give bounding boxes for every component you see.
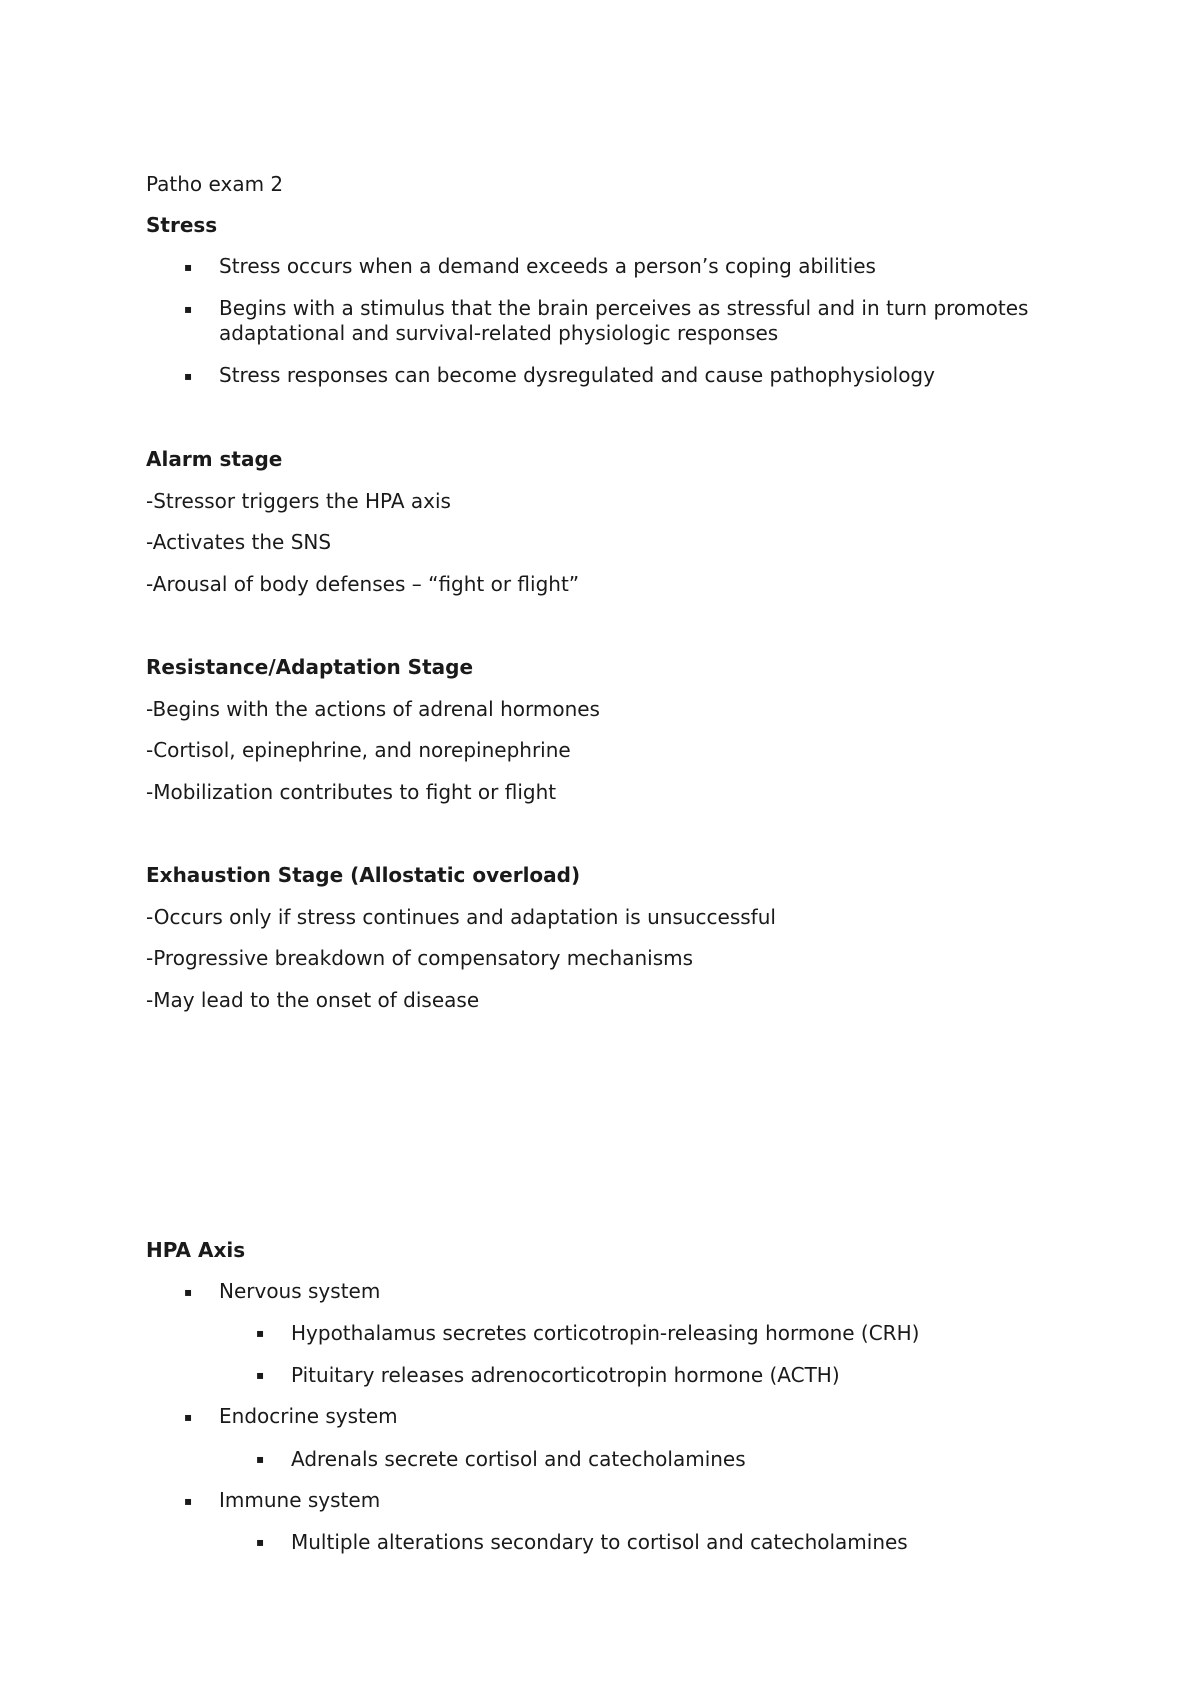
alarm-line-3: -Arousal of body defenses – “fight or flight”	[146, 572, 580, 596]
exhaustion-line-2: -Progressive breakdown of compensatory mechanisms	[146, 946, 694, 970]
alarm-line-2: -Activates the SNS	[146, 530, 332, 554]
alarm-heading: Alarm stage	[146, 447, 283, 471]
hpa-subitem-hypothalamus: Hypothalamus secretes corticotropin-releasing hormone (CRH)	[291, 1321, 920, 1345]
hpa-heading: HPA Axis	[146, 1238, 246, 1262]
bullet-icon: ▪	[184, 302, 193, 316]
bullet-icon: ▪	[256, 1452, 265, 1466]
stress-bullet-2: Begins with a stimulus that the brain perceives as stressful and in turn promotes	[219, 296, 1029, 320]
stress-bullet-2-cont: adaptational and survival-related physiologic responses	[219, 321, 779, 345]
resistance-line-3: -Mobilization contributes to fight or flight	[146, 780, 557, 804]
hpa-subitem-alterations: Multiple alterations secondary to cortisol and catecholamines	[291, 1530, 908, 1554]
bullet-icon: ▪	[184, 369, 193, 383]
hpa-subitem-pituitary: Pituitary releases adrenocorticotropin hormone (ACTH)	[291, 1363, 840, 1387]
exhaustion-line-3: -May lead to the onset of disease	[146, 988, 480, 1012]
resistance-line-1: -Begins with the actions of adrenal hormones	[146, 697, 600, 721]
hpa-item-endocrine: Endocrine system	[219, 1404, 398, 1428]
exhaustion-line-1: -Occurs only if stress continues and adaptation is unsuccessful	[146, 905, 776, 929]
bullet-icon: ▪	[184, 1494, 193, 1508]
bullet-icon: ▪	[184, 260, 193, 274]
document-title: Patho exam 2	[146, 172, 284, 196]
hpa-item-immune: Immune system	[219, 1488, 381, 1512]
bullet-icon: ▪	[184, 1285, 193, 1299]
bullet-icon: ▪	[256, 1326, 265, 1340]
exhaustion-heading: Exhaustion Stage (Allostatic overload)	[146, 863, 581, 887]
hpa-subitem-adrenals: Adrenals secrete cortisol and catecholamines	[291, 1447, 746, 1471]
bullet-icon: ▪	[256, 1368, 265, 1382]
bullet-icon: ▪	[184, 1410, 193, 1424]
stress-bullet-1: Stress occurs when a demand exceeds a person’s coping abilities	[219, 254, 876, 278]
hpa-item-nervous: Nervous system	[219, 1279, 381, 1303]
resistance-line-2: -Cortisol, epinephrine, and norepinephrine	[146, 738, 571, 762]
stress-heading: Stress	[146, 213, 218, 237]
resistance-heading: Resistance/Adaptation Stage	[146, 655, 474, 679]
alarm-line-1: -Stressor triggers the HPA axis	[146, 489, 451, 513]
stress-bullet-3: Stress responses can become dysregulated and cause pathophysiology	[219, 363, 935, 387]
bullet-icon: ▪	[256, 1535, 265, 1549]
